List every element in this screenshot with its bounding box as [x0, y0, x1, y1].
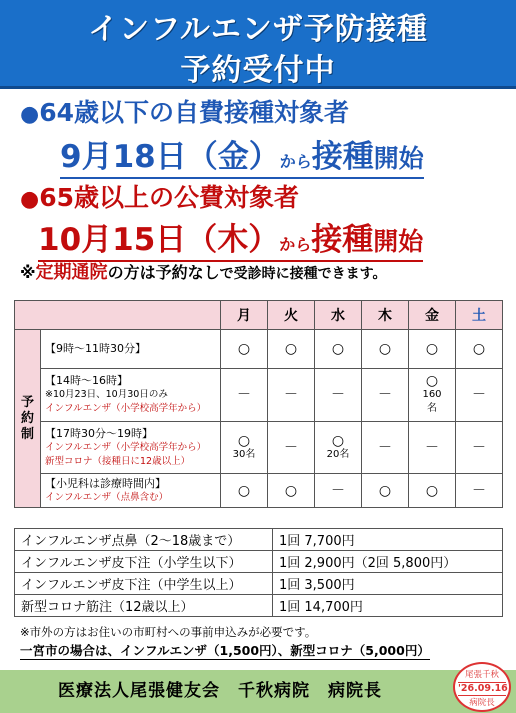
- cell-mark: ○: [331, 432, 345, 449]
- table-row: [15, 551, 503, 573]
- time-slot-label: 【9時～11時30分】: [45, 342, 146, 355]
- cell-mark: ○: [284, 482, 298, 499]
- section1-title: [20, 93, 349, 129]
- note-red: 定期通院: [35, 262, 108, 283]
- availability-cell: [315, 369, 362, 422]
- header-banner: [0, 0, 516, 89]
- section2-title: [20, 178, 299, 214]
- bullet-icon: ●: [20, 187, 40, 212]
- cell-mark: ○: [331, 341, 345, 357]
- walkin-note: [20, 258, 386, 284]
- availability-cell: [221, 330, 268, 369]
- day-header: 火: [268, 301, 315, 330]
- section1-date: [60, 131, 424, 179]
- price-item-value: 1回 7,700円: [273, 529, 503, 551]
- time-slot-target: インフルエンザ（小学校高学年から）: [45, 403, 207, 414]
- price-item-name: インフルエンザ皮下注（小学生以下）: [15, 551, 273, 573]
- table-row: [15, 330, 503, 369]
- day-header: 水: [315, 301, 362, 330]
- time-slot-label: 【17時30分～19時】: [45, 426, 153, 440]
- availability-cell: [456, 474, 503, 508]
- availability-cell: [315, 330, 362, 369]
- time-slot: [41, 369, 221, 422]
- availability-cell: [268, 369, 315, 422]
- time-slot: [41, 422, 221, 474]
- price-item-name: インフルエンザ皮下注（中学生以上）: [15, 573, 273, 595]
- section2-from: から: [279, 235, 312, 254]
- availability-cell: [456, 369, 503, 422]
- section2-start-small: 開始: [373, 227, 424, 256]
- time-slot-label: 【14時～16時】: [45, 374, 128, 387]
- cell-capacity: 30名: [232, 448, 256, 460]
- cell-mark: －: [472, 482, 486, 499]
- time-slot: [41, 330, 221, 369]
- table-row: [15, 369, 503, 422]
- schedule-corner: [15, 301, 221, 330]
- table-row: [15, 573, 503, 595]
- cell-mark: ○: [425, 341, 439, 357]
- section2-title-text: 65歳以上の公費対象者: [39, 183, 299, 212]
- availability-cell: [268, 330, 315, 369]
- stamp-bottom: 病院長: [469, 698, 495, 708]
- section1-title-text: 64歳以下の自費接種対象者: [39, 98, 349, 127]
- availability-cell: [221, 369, 268, 422]
- price-item-name: インフルエンザ点鼻（2～18歳まで）: [15, 529, 273, 551]
- cell-mark: －: [378, 387, 392, 403]
- cell-mark: ○: [425, 482, 439, 499]
- cell-mark: ○: [284, 341, 298, 357]
- table-row: [15, 595, 503, 617]
- section1-start-small: 開始: [373, 144, 424, 173]
- day-header: 木: [362, 301, 409, 330]
- availability-cell: [409, 474, 456, 508]
- availability-cell: [409, 369, 456, 422]
- cell-mark: －: [284, 387, 298, 403]
- cell-mark: ○: [472, 341, 486, 357]
- note-mark: ※: [20, 263, 36, 282]
- note-mid: の方は予約なし: [107, 263, 220, 282]
- approval-stamp: [453, 662, 511, 712]
- day-header: 月: [221, 301, 268, 330]
- price-table: [14, 528, 503, 617]
- cell-mark: －: [237, 387, 251, 403]
- section2-date: [38, 214, 423, 262]
- day-header: 土: [456, 301, 503, 330]
- table-row: [15, 529, 503, 551]
- price-item-name: 新型コロナ筋注（12歳以上）: [15, 595, 273, 617]
- price-item-value: 1回 2,900円（2回 5,800円）: [273, 551, 503, 573]
- section1-start-big: 接種: [311, 139, 374, 175]
- availability-cell: [315, 422, 362, 474]
- availability-cell: [315, 474, 362, 508]
- cell-mark: －: [425, 439, 439, 456]
- organization-name: 医療法人尾張健友会 千秋病院 病院長: [58, 681, 382, 701]
- table-row: [15, 474, 503, 508]
- availability-cell: [362, 474, 409, 508]
- table-row: [15, 422, 503, 474]
- stamp-top: 尾張千秋: [464, 670, 499, 680]
- reservation-label: [15, 330, 41, 508]
- time-slot-target: インフルエンザ（小学校高学年から）: [45, 441, 207, 453]
- cell-mark: －: [284, 439, 298, 456]
- availability-cell: [456, 330, 503, 369]
- header-subtitle: 予約受付中: [180, 53, 336, 88]
- availability-cell: [221, 474, 268, 508]
- day-header: 金: [409, 301, 456, 330]
- cell-mark: ○: [378, 341, 392, 357]
- cell-mark: ○: [237, 341, 251, 357]
- time-slot-note: ※10月23日、10月30日のみ: [45, 389, 168, 400]
- availability-cell: [362, 422, 409, 474]
- time-slot-label: 【小児科は診療時間内】: [45, 476, 166, 490]
- cell-mark: ○: [378, 482, 392, 499]
- cell-mark: －: [472, 439, 486, 456]
- cell-mark: －: [472, 387, 486, 403]
- cell-mark: ○: [425, 373, 439, 389]
- price-item-value: 1回 3,500円: [273, 573, 503, 595]
- availability-cell: [456, 422, 503, 474]
- time-slot-target: インフルエンザ（点鼻含む）: [45, 491, 169, 503]
- section2-start-big: 接種: [311, 222, 374, 258]
- availability-cell: [362, 369, 409, 422]
- note-small: で受診時に接種できます。: [219, 266, 387, 282]
- header-title: インフルエンザ予防接種: [88, 12, 428, 47]
- bullet-icon: ●: [20, 102, 40, 127]
- time-slot: [41, 474, 221, 508]
- cell-capacity: 20名: [326, 448, 350, 460]
- cell-mark: ○: [237, 432, 251, 449]
- reservation-label-char: 予: [20, 394, 34, 410]
- schedule-table: [14, 300, 503, 508]
- availability-cell: [268, 474, 315, 508]
- cell-mark: －: [331, 387, 345, 403]
- cell-mark: －: [331, 482, 345, 499]
- section1-date-text: 9月18日（金）: [60, 139, 280, 175]
- cell-capacity: 160 名: [422, 389, 442, 414]
- availability-cell: [268, 422, 315, 474]
- time-slot-target-2: 新型コロナ（接種日に12歳以上）: [45, 455, 191, 467]
- price-item-value: 1回 14,700円: [273, 595, 503, 617]
- availability-cell: [409, 330, 456, 369]
- cell-mark: ○: [237, 482, 251, 499]
- footnote-ichinomiya: 一宮市の場合は、インフルエンザ（1,500円）、新型コロナ（5,000円）: [20, 643, 430, 658]
- schedule-header-row: [15, 301, 503, 330]
- footnote-out-of-city: ※市外の方はお住いの市町村への事前申込みが必要です。: [20, 625, 317, 639]
- availability-cell: [362, 330, 409, 369]
- stamp-date: '26.09.16: [458, 683, 508, 694]
- section1-from: から: [279, 152, 312, 171]
- section2-date-text: 10月15日（木）: [38, 222, 280, 258]
- cell-mark: －: [378, 439, 392, 456]
- availability-cell: [409, 422, 456, 474]
- availability-cell: [221, 422, 268, 474]
- reservation-label-char: 約: [20, 410, 34, 426]
- reservation-label-char: 制: [20, 426, 34, 442]
